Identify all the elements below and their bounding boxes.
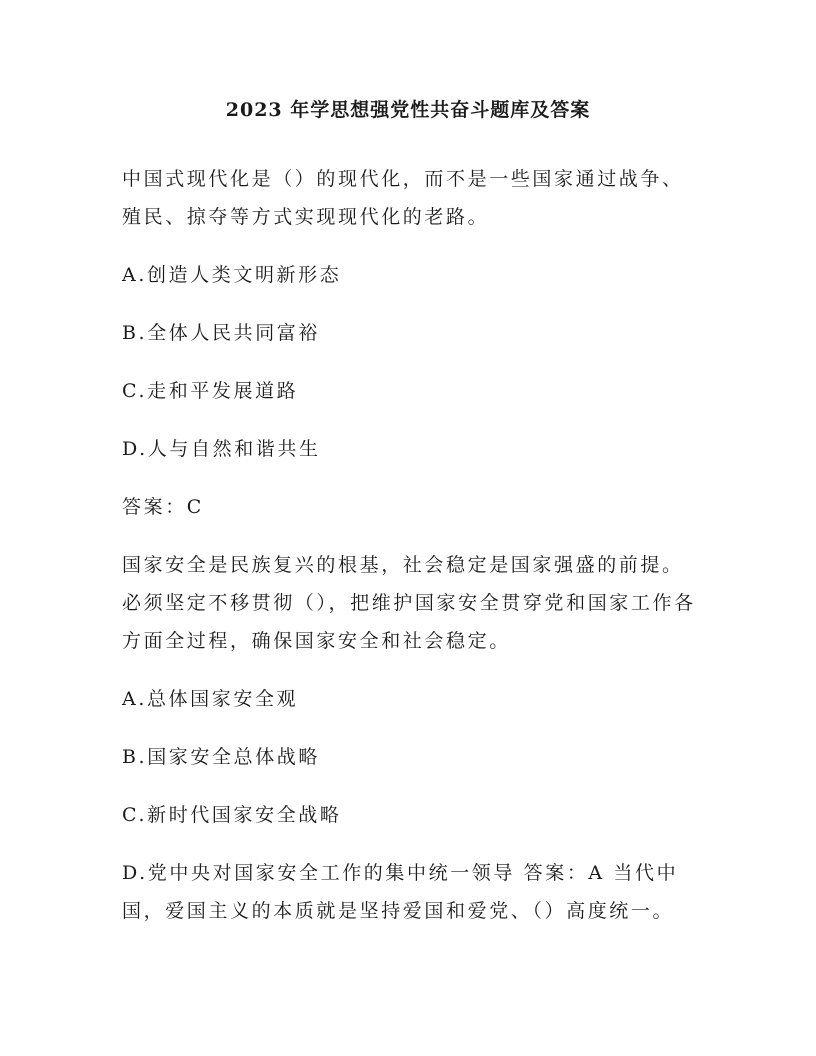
question-2-option-b: B.国家安全总体战略 <box>122 746 321 768</box>
question-1-text: 中国式现代化是（）的现代化，而不是一些国家通过战争、殖民、掠夺等方式实现现代化的老路。 <box>122 168 684 228</box>
question-2-text: 国家安全是民族复兴的根基，社会稳定是国家强盛的前提。必须坚定不移贯彻（），把维护国家安全贯穿党和国家工作各方面全过程，确保国家安全和社会稳定。 <box>122 554 696 652</box>
question-2-option-a: A.总体国家安全观 <box>122 688 299 710</box>
question-1-option-a: A.创造人类文明新形态 <box>122 264 342 286</box>
question-2-option-c: C.新时代国家安全战略 <box>122 804 342 826</box>
question-1-option-c: C.走和平发展道路 <box>122 380 299 402</box>
question-1-option-b: B.全体人民共同富裕 <box>122 322 321 344</box>
question-2-option-d-and-question-3: D.党中央对国家安全工作的集中统一领导 答案：A 当代中国，爱国主义的本质就是坚持爱国和爱党、（）高度统一。 <box>122 862 679 922</box>
document-body <box>122 160 702 950</box>
question-1-option-d: D.人与自然和谐共生 <box>122 438 321 460</box>
document-title: 2023 年学思想强党性共奋斗题库及答案 <box>225 99 591 121</box>
question-1-answer: 答案：C <box>122 496 204 518</box>
